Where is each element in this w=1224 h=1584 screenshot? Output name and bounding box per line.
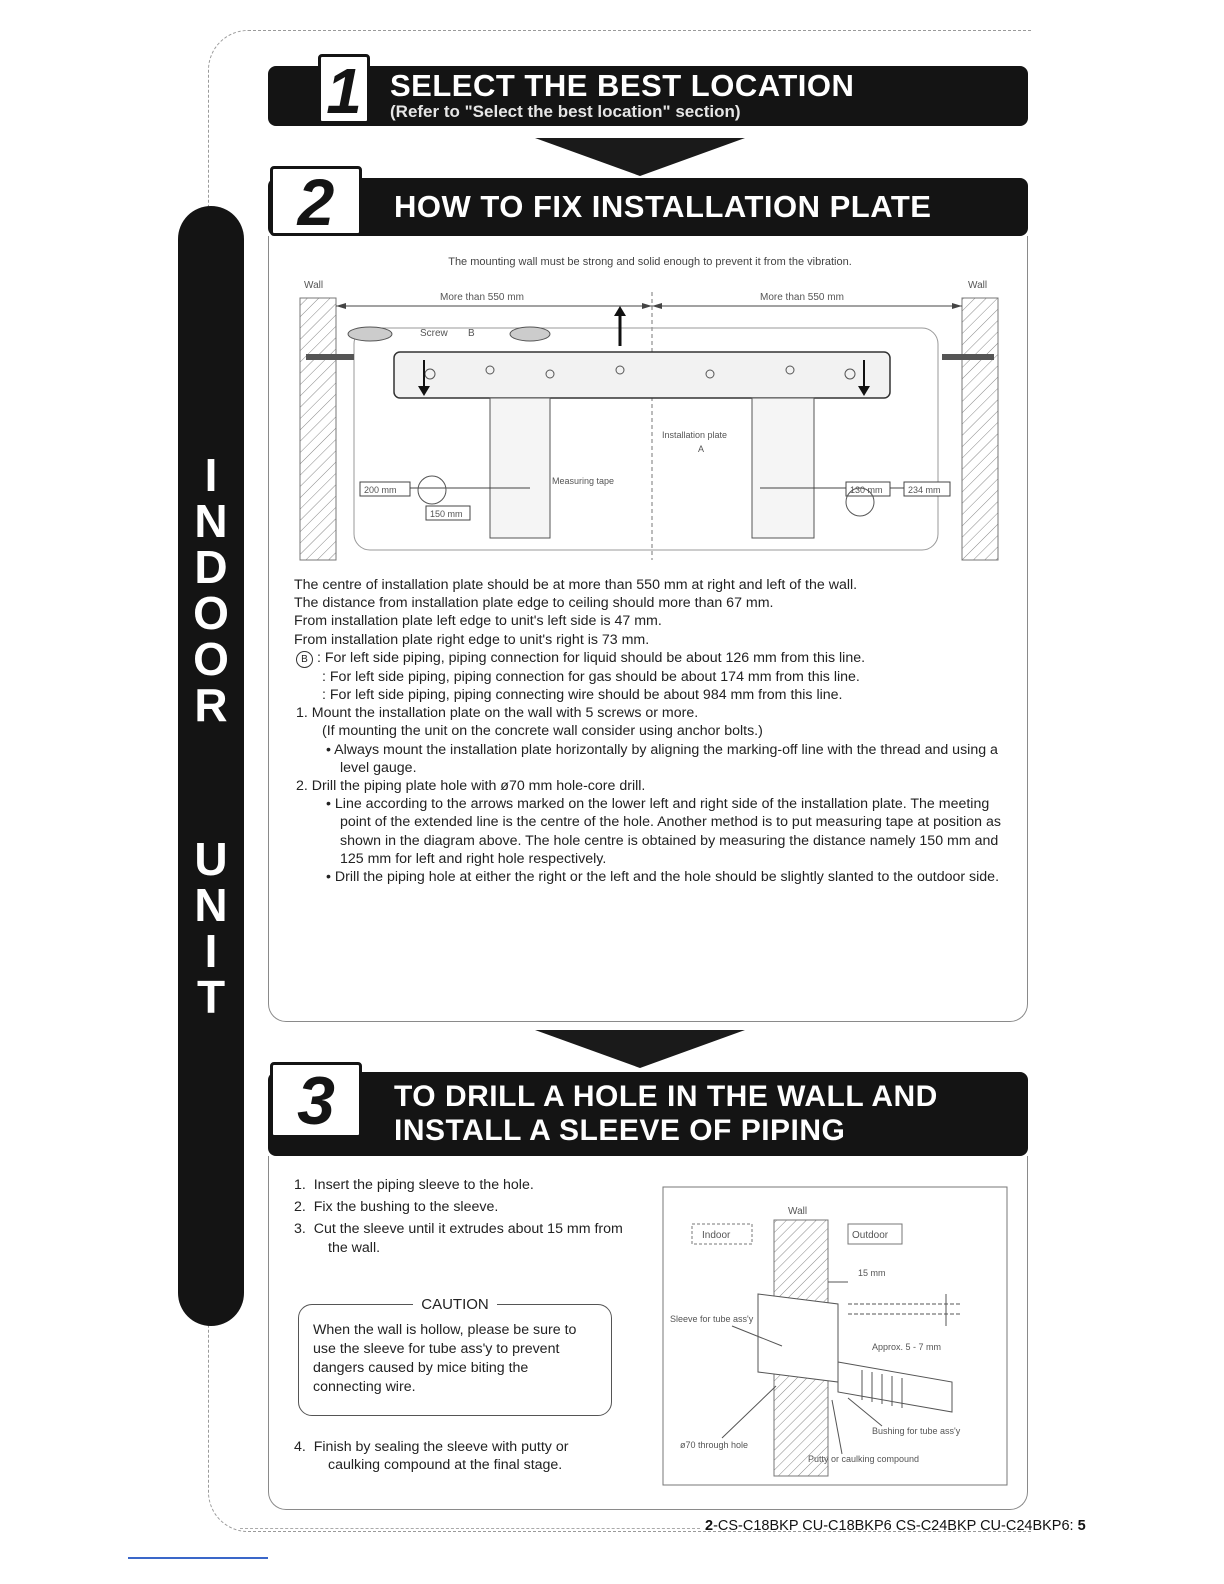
instruction-note: (If mounting the unit on the concrete wall consider using anchor bolts.) xyxy=(322,723,763,740)
sleeve-diagram xyxy=(662,1186,1008,1486)
side-letter: O xyxy=(193,587,229,639)
dim-150-label: 150 mm xyxy=(430,509,463,519)
left-wall xyxy=(300,298,336,560)
spec-line: The centre of installation plate should be at more than 550 mm at right and left of the wall. xyxy=(294,577,858,593)
hole-label: ø70 through hole xyxy=(680,1440,749,1450)
wall-right-label: Wall xyxy=(968,280,988,291)
b-note: : For left side piping, piping connection for gas should be about 174 mm from this line. xyxy=(322,668,860,685)
step2-banner xyxy=(268,178,1028,236)
installation-plate xyxy=(394,352,890,398)
sleeve-step-2: 2. Fix the bushing to the sleeve. xyxy=(294,1199,499,1216)
step3-steps xyxy=(290,1176,630,1257)
caution-box xyxy=(298,1296,612,1416)
installation-plate-diagram xyxy=(290,270,1010,570)
sleeve-step-4: 4. Finish by sealing the sleeve with putty or caulking compound at the final stage. xyxy=(294,1439,569,1474)
side-letter: T xyxy=(196,971,226,1023)
b-marker-icon: B xyxy=(296,651,313,668)
sleeve-label: Sleeve for tube ass'y xyxy=(670,1314,754,1324)
blue-rule xyxy=(128,1557,268,1559)
putty-label: Putty or caulking compound xyxy=(808,1454,920,1464)
flow-arrow-icon xyxy=(535,1030,745,1068)
dim-200-label: 200 mm xyxy=(364,485,397,495)
step3-number: 3 xyxy=(270,1062,362,1138)
footer-prefix: 2 xyxy=(705,1518,714,1534)
side-letter: O xyxy=(193,633,229,685)
b-note: : For left side piping, piping connecting wire should be about 984 mm from this line. xyxy=(322,687,843,704)
sleeve-step-1: 1. Insert the piping sleeve to the hole. xyxy=(294,1177,534,1193)
step2-text xyxy=(294,576,1010,886)
dim-15-label: 15 mm xyxy=(858,1268,886,1278)
step2-title: HOW TO FIX INSTALLATION PLATE xyxy=(394,189,932,224)
side-letter: N xyxy=(194,495,228,547)
caution-title: CAUTION xyxy=(299,1295,611,1314)
right-wall xyxy=(962,298,998,560)
wall-label: Wall xyxy=(788,1206,808,1217)
spec-line: From installation plate left edge to unit's left side is 47 mm. xyxy=(294,613,662,630)
tape-label: Measuring tape xyxy=(552,476,615,486)
dim-left-label: More than 550 mm xyxy=(440,292,524,303)
dim-right-label: More than 550 mm xyxy=(760,292,844,303)
step1-number: 1 xyxy=(318,54,370,124)
side-label-bar xyxy=(178,206,244,1326)
wall-caption: The mounting wall must be strong and solid enough to prevent it from the vibration. xyxy=(448,256,852,268)
caution-text: When the wall is hollow, please be sure to use the sleeve for tube ass'y to prevent dangers caused by mice biting the connecting wire. xyxy=(313,1322,577,1395)
page-footer xyxy=(705,1518,1086,1534)
step1-title: SELECT THE BEST LOCATION xyxy=(390,68,855,103)
bushing-label: Bushing for tube ass'y xyxy=(872,1426,961,1436)
screw-ref: B xyxy=(468,328,475,339)
spec-line: From installation plate right edge to unit's right is 73 mm. xyxy=(294,631,650,648)
b-note: B : For left side piping, piping connection for liquid should be about 126 mm from this line. xyxy=(294,649,1010,668)
dim-130-label: 130 mm xyxy=(850,485,883,495)
instruction-item-1: 1. Mount the installation plate on the wall with 5 screws or more. xyxy=(296,705,699,722)
wall-left-label: Wall xyxy=(304,280,324,291)
sleeve-step-3: 3. Cut the sleeve until it extrudes about 15 mm from the wall. xyxy=(294,1221,623,1256)
plate-label: Installation plate xyxy=(662,430,728,440)
approx-label: Approx. 5 - 7 mm xyxy=(872,1342,942,1352)
step3-title-line2: INSTALL A SLEEVE OF PIPING xyxy=(394,1114,846,1147)
plate-ref: A xyxy=(698,444,705,454)
step1-banner xyxy=(268,66,1028,126)
instruction-item-2: 2. Drill the piping plate hole with ø70 mm hole-core drill. xyxy=(296,778,646,795)
spec-line: The distance from installation plate edge to ceiling should more than 67 mm. xyxy=(294,595,774,612)
side-letter: D xyxy=(194,541,228,593)
side-letter: I xyxy=(204,449,218,501)
step1-subtitle: (Refer to "Select the best location" section) xyxy=(390,102,741,121)
instruction-bullet: • Always mount the installation plate horizontally by aligning the marking-off line with the thread and using a level gauge. xyxy=(326,741,998,776)
instruction-bullet: • Line according to the arrows marked on the lower left and right side of the installation plate. The meeting point of the extended line is the centre of the hole. Another method is to put measuring tape at position as shown in the diagram above. The hole centre is obtained by measuring the distance namely 150 mm and 125 mm for left and right hole respectively. xyxy=(326,796,1001,867)
side-letter: R xyxy=(194,679,228,731)
dim-234-label: 234 mm xyxy=(908,485,941,495)
indoor-label: Indoor xyxy=(702,1230,731,1241)
screw-label: Screw xyxy=(420,328,448,339)
footer-page-number: 5 xyxy=(1077,1518,1086,1534)
footer-rule xyxy=(240,1528,700,1529)
outdoor-label: Outdoor xyxy=(852,1230,889,1241)
instruction-bullet: • Drill the piping hole at either the right or the left and the hole should be slightly slanted to the outdoor side. xyxy=(326,869,1000,886)
side-letter: I xyxy=(204,925,218,977)
step3-title-line1: TO DRILL A HOLE IN THE WALL AND xyxy=(394,1080,938,1113)
side-letter: N xyxy=(194,879,228,931)
side-letter: U xyxy=(194,833,228,885)
flow-arrow-icon xyxy=(535,138,745,176)
step3-banner xyxy=(268,1072,1028,1156)
footer-models: -CS-C18BKP CU-C18BKP6 CS-C24BKP CU-C24BKP6: xyxy=(713,1518,1074,1534)
step2-number: 2 xyxy=(270,166,362,236)
